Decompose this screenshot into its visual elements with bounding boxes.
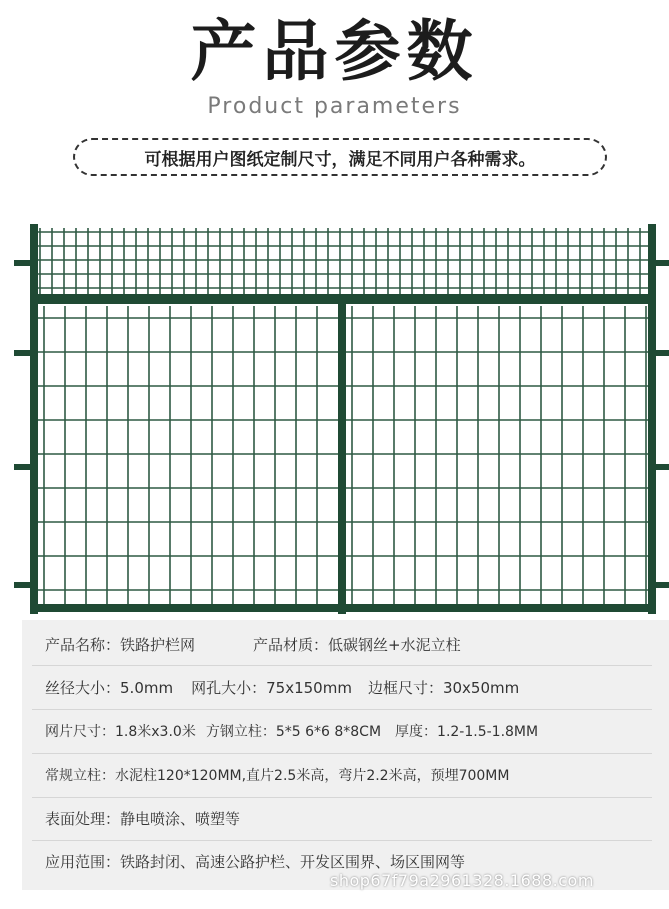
spec-value: 1.2-1.5-1.8MM [437,724,539,740]
fence-bracket [14,464,32,470]
spec-value: 30x50mm [442,679,520,697]
fence-post-right [648,224,656,614]
spec-row-sizes [45,677,519,703]
fence-post-left [30,224,38,614]
spec-value: 静电喷涂、喷塑等 [120,810,241,828]
fence-bracket [14,350,32,356]
spec-panel [22,620,669,890]
spec-label: 方钢立柱： [205,724,276,740]
spec-label: 厚度： [395,724,438,740]
fence-bracket [14,582,32,588]
custom-notice [73,138,607,176]
divider [32,797,652,798]
spec-label: 表面处理： [45,810,121,828]
page-subtitle: Product parameters [207,94,462,119]
spec-value: 铁路封闭、高速公路护栏、开发区围界、场区围网等 [120,853,466,871]
fence-bracket [656,260,669,266]
spec-label: 常规立柱： [45,768,115,784]
divider [32,753,652,754]
spec-label: 丝径大小： [45,679,121,697]
spec-value: 水泥柱120*120MM,直片2.5米高，弯片2.2米高，预埋700MM [115,768,510,784]
fence-bracket [14,260,32,266]
spec-label: 网片尺寸： [45,724,115,740]
fence-bracket [656,350,669,356]
fence-post-center [338,298,346,614]
fence-bottom-rail [30,604,656,612]
spec-value: 5*5 6*6 8*8CM [275,724,382,740]
spec-value: 5.0mm [120,679,174,697]
divider [32,665,652,666]
spec-value: 1.8米x3.0米 [115,724,196,740]
spec-row-name-material [45,634,461,660]
spec-label: 边框尺寸： [367,679,443,697]
spec-value: 低碳钢丝+水泥立柱 [328,636,461,654]
fence-bracket [656,464,669,470]
spec-label: 应用范围： [45,853,121,871]
spec-label: 产品名称： [45,636,121,654]
fence-top-rail [30,294,656,304]
spec-row-post [45,765,509,791]
spec-row-panel-post [45,721,538,747]
custom-notice-text: 可根据用户图纸定制尺寸，满足不同用户各种需求。 [144,149,536,170]
divider [32,840,652,841]
spec-label: 产品材质： [253,636,329,654]
spec-value: 75x150mm [266,679,352,697]
fence-product-image [0,222,669,617]
divider [32,709,652,710]
spec-value: 铁路护栏网 [120,636,196,654]
page-title: 产品参数 [190,13,479,90]
spec-label: 网孔大小： [191,679,267,697]
spec-row-surface [45,808,240,834]
fence-bracket [656,582,669,588]
watermark: shop67f79a2961328.1688.com [330,871,594,890]
